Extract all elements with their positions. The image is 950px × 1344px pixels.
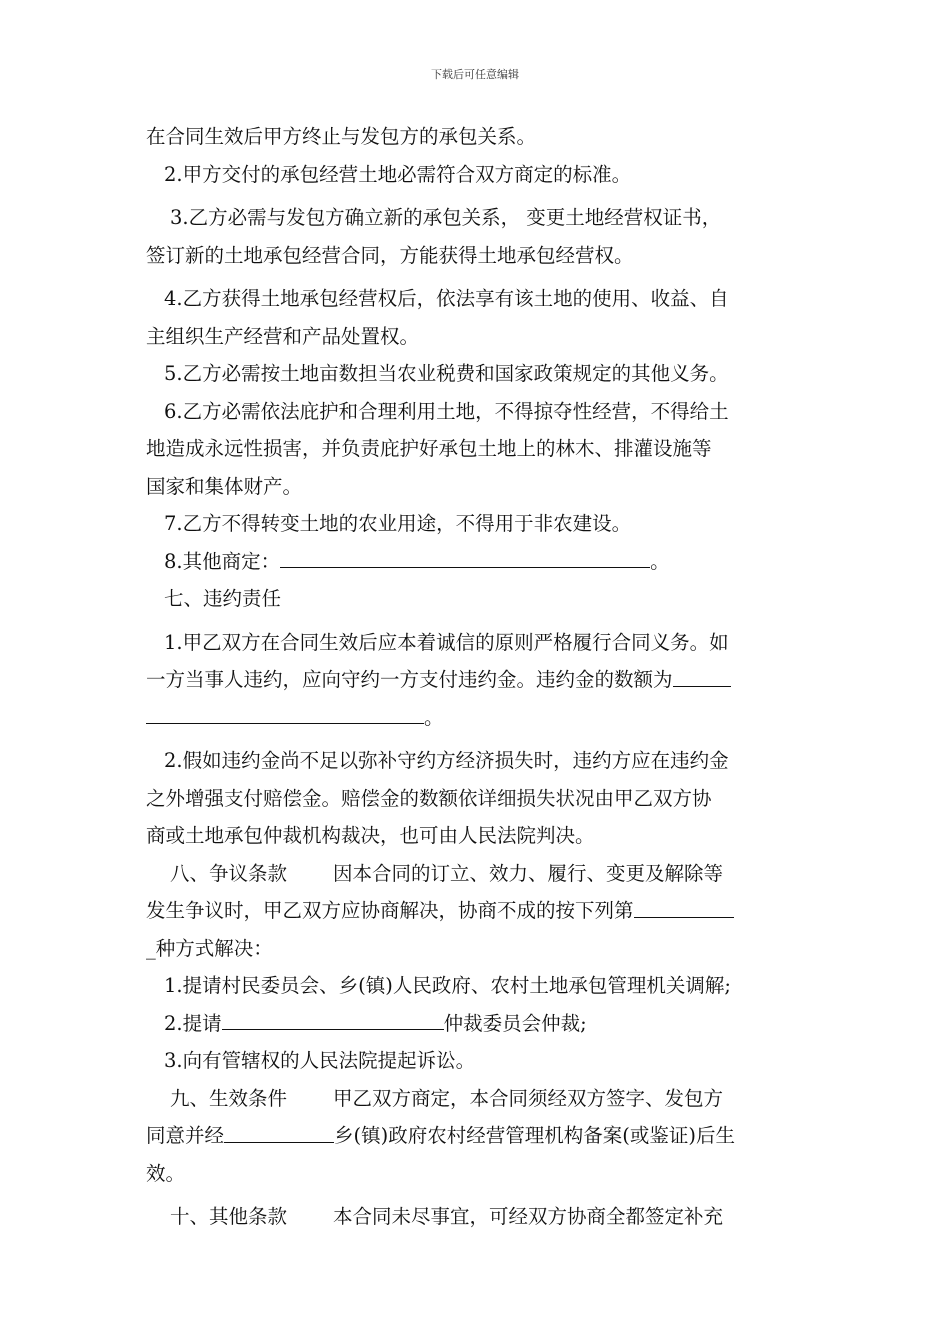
liability-2: 2.假如违约金尚不足以弥补守约方经济损失时，违约方应在违约金 — [164, 749, 729, 772]
clause-8-end: 。 — [650, 549, 670, 573]
text-line: 一方当事人违约，应向守约一方支付违约金。违约金的数额为 — [146, 668, 673, 691]
dispute-option-3: 3.向有管辖权的人民法院提起诉讼。 — [164, 1049, 476, 1072]
section-8 — [146, 855, 810, 893]
clause-7: 7.乙方不得转变土地的农业用途，不得用于非农建设。 — [164, 512, 632, 535]
text-line: 主组织生产经营和产品处置权。 — [146, 324, 420, 348]
text-line: 种方式解决： — [155, 936, 273, 960]
dispute-option-2 — [146, 1005, 810, 1043]
penalty-amount-blank[interactable] — [673, 666, 731, 687]
text-line: 签订新的土地承包经营合同，方能获得土地承包经营权。 — [146, 243, 634, 267]
section-9-line — [146, 1117, 810, 1155]
underscore-char: _ — [146, 936, 156, 960]
text-line: 在合同生效后甲方终止与发包方的承包关系。 — [146, 125, 537, 148]
section-8-line — [146, 892, 810, 930]
text-line: 之外增强支付赔偿金。赔偿金的数额依详细损失状况由甲乙双方协 — [146, 786, 712, 810]
resolution-method-blank[interactable] — [634, 897, 734, 918]
text-line: 甲乙双方商定，本合同须经双方签字、发包方 — [333, 1086, 724, 1110]
section-9 — [146, 1080, 810, 1118]
liability-1: 1.甲乙双方在合同生效后应本着诚信的原则严格履行合同义务。如 — [164, 630, 729, 654]
text-line: 因本合同的订立、效力、履行、变更及解除等 — [333, 861, 724, 885]
text-line: 国家和集体财产。 — [146, 474, 303, 498]
section-8-title: 八、争议条款 — [170, 861, 288, 885]
clause-8-label: 8.其他商定： — [164, 549, 281, 573]
clause-5: 5.乙方必需按土地亩数担当农业税费和国家政策规定的其他义务。 — [164, 362, 729, 385]
liability-1-end: 。 — [424, 705, 444, 729]
dispute-option-1: 1.提请村民委员会、乡(镇)人民政府、农村土地承包管理机关调解; — [164, 974, 731, 997]
contract-body — [146, 118, 810, 1236]
clause-4: 4.乙方获得土地承包经营权后，依法享有该土地的使用、收益、自 — [164, 287, 729, 310]
text-line: 2.提请 — [164, 1011, 222, 1035]
section-9-title: 九、生效条件 — [170, 1086, 288, 1110]
text-line: 商或土地承包仲裁机构裁决，也可由人民法院判决。 — [146, 824, 595, 847]
other-agreement-blank[interactable] — [280, 548, 650, 569]
text-line: 地造成永远性损害，并负责庇护好承包土地上的林木、排灌设施等 — [146, 437, 712, 460]
clause-3: 3.乙方必需与发包方确立新的承包关系， 变更土地经营权证书， — [170, 206, 722, 229]
section-10 — [146, 1198, 810, 1236]
liability-1-line — [146, 699, 810, 737]
text-line: 仲裁委员会仲裁; — [443, 1011, 587, 1035]
clause-6: 6.乙方必需依法庇护和合理利用土地，不得掠夺性经营，不得给土 — [164, 399, 729, 423]
clause-2: 2.甲方交付的承包经营土地必需符合双方商定的标准。 — [164, 162, 632, 186]
section-8-line — [146, 930, 810, 968]
clause-8 — [146, 543, 810, 581]
arbitration-committee-blank[interactable] — [222, 1010, 444, 1031]
liability-1-line — [146, 661, 810, 699]
text-line: 效。 — [146, 1161, 186, 1185]
township-blank[interactable] — [224, 1122, 334, 1143]
text-line: 发生争议时，甲乙双方应协商解决，协商不成的按下列第 — [146, 899, 634, 922]
penalty-amount-blank-cont[interactable] — [146, 704, 424, 725]
section-7-title: 七、违约责任 — [164, 587, 282, 610]
page-header: 下载后可任意编辑 — [431, 68, 519, 81]
text-line: 本合同未尽事宜，可经双方协商全都签定补充 — [333, 1205, 724, 1228]
section-10-title: 十、其他条款 — [170, 1205, 288, 1228]
text-line: 同意并经 — [146, 1124, 225, 1147]
text-line: 乡(镇)政府农村经营管理机构备案(或鉴证)后生 — [334, 1124, 735, 1147]
